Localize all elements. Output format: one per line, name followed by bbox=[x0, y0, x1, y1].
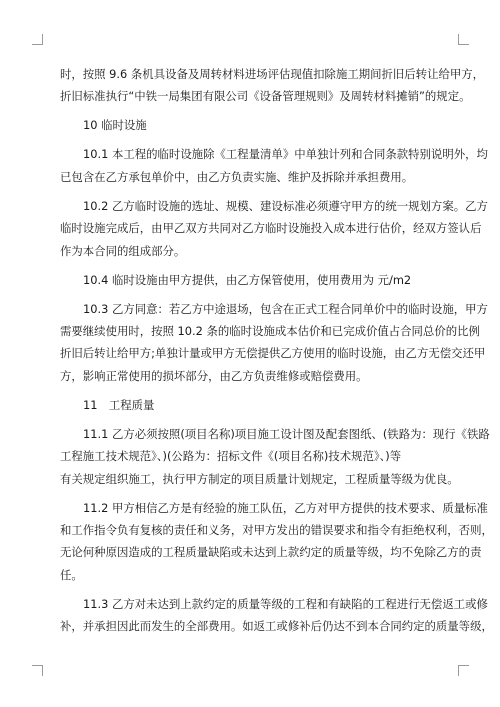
text-line: 需要继续使用时，按照 10.2 条的临时设施成本估价和已完成价值占合同总价的比例 bbox=[60, 324, 480, 339]
text-line: 折旧后转让给甲方;单独计量或甲方无偿提供乙方使用的临时设施，由乙方无偿交还甲 bbox=[60, 346, 486, 361]
text-line: 临时设施完成后，由甲乙双方共同对乙方临时设施投入成本进行估价，经双方签认后 bbox=[60, 221, 482, 236]
text-line: 方，影响正常使用的损坏部分，由乙方负责维修或赔偿费用。 bbox=[60, 368, 368, 383]
crop-mark-top-right bbox=[458, 34, 469, 45]
text-line: 工程施工技术规范》、)(公路为：招标文件《(项目名称)技术规范》、)等 bbox=[60, 449, 402, 464]
text-line: 10.3 乙方同意：若乙方中途退场，包含在正式工程合同单价中的临时设施，甲方 bbox=[83, 301, 488, 316]
text-line: 11 工程质量 bbox=[83, 397, 155, 412]
text-line: 11.3 乙方对未达到上款约定的质量等级的工程和有缺陷的工程进行无偿返工或修 bbox=[83, 596, 488, 611]
paragraph bbox=[60, 63, 485, 108]
crop-mark-top-left bbox=[32, 34, 43, 45]
text-line: 时，按照 9.6 条机具设备及周转材料进场评估现值扣除施工期间折旧后转让给甲方， bbox=[60, 67, 485, 81]
text-line: 补，并承担因此而发生的全部费用。如返工或修补后仍达不到本合同约定的质量等级， bbox=[60, 619, 493, 634]
text-line: 10.4 临时设施由甲方提供，由乙方保管使用，使用费用为 元/m2 bbox=[83, 272, 412, 287]
paragraph bbox=[60, 298, 488, 388]
paragraph bbox=[60, 394, 444, 416]
paragraph bbox=[60, 143, 488, 188]
crop-mark-bottom-left bbox=[32, 665, 43, 676]
text-line: 11.1 乙方必须按照(项目名称)项目施工设计图及配套图纸、(铁路为：现行《铁路 bbox=[83, 426, 490, 441]
text-line: 10 临时设施 bbox=[83, 118, 147, 133]
text-line: 10.1 本工程的临时设施除《工程量清单》中单独计列和合同条款特别说明外，均 bbox=[83, 147, 488, 162]
paragraph bbox=[60, 593, 493, 638]
text-line: 有关规定组织施工，执行甲方制定的项目质量计划规定，工程质量等级为优良。 bbox=[60, 471, 459, 486]
paragraph bbox=[60, 195, 488, 262]
text-line: 作为本合同的组成部分。 bbox=[60, 243, 186, 258]
text-line: 已包含在乙方承包单价中，由乙方负责实施、维护及拆除并承担费用。 bbox=[60, 169, 414, 184]
paragraph bbox=[60, 497, 493, 587]
text-line: 和工作指令负有复核的责任和义务，对甲方发出的错误要求和指令有拒绝权利，否则， bbox=[60, 523, 493, 538]
paragraph bbox=[60, 423, 490, 490]
crop-mark-bottom-right bbox=[458, 665, 469, 676]
text-line: 任。 bbox=[60, 567, 83, 582]
text-line: 10.2 乙方临时设施的选址、规模、建设标准必须遵守甲方的统一规划方案。乙方 bbox=[83, 198, 488, 213]
text-line: 折旧标准执行“中铁一局集团有限公司《设备管理规则》及周转材料摊销”的规定。 bbox=[60, 89, 471, 104]
paragraph bbox=[60, 269, 444, 291]
text-line: 无论何种原因造成的工程质量缺陷或未达到上款约定的质量等级，均不免除乙方的责 bbox=[60, 545, 482, 560]
document-body bbox=[60, 63, 493, 644]
text-line: 11.2 甲方相信乙方是有经验的施工队伍，乙方对甲方提供的技术要求、质量标准 bbox=[83, 500, 488, 515]
paragraph bbox=[60, 114, 444, 136]
